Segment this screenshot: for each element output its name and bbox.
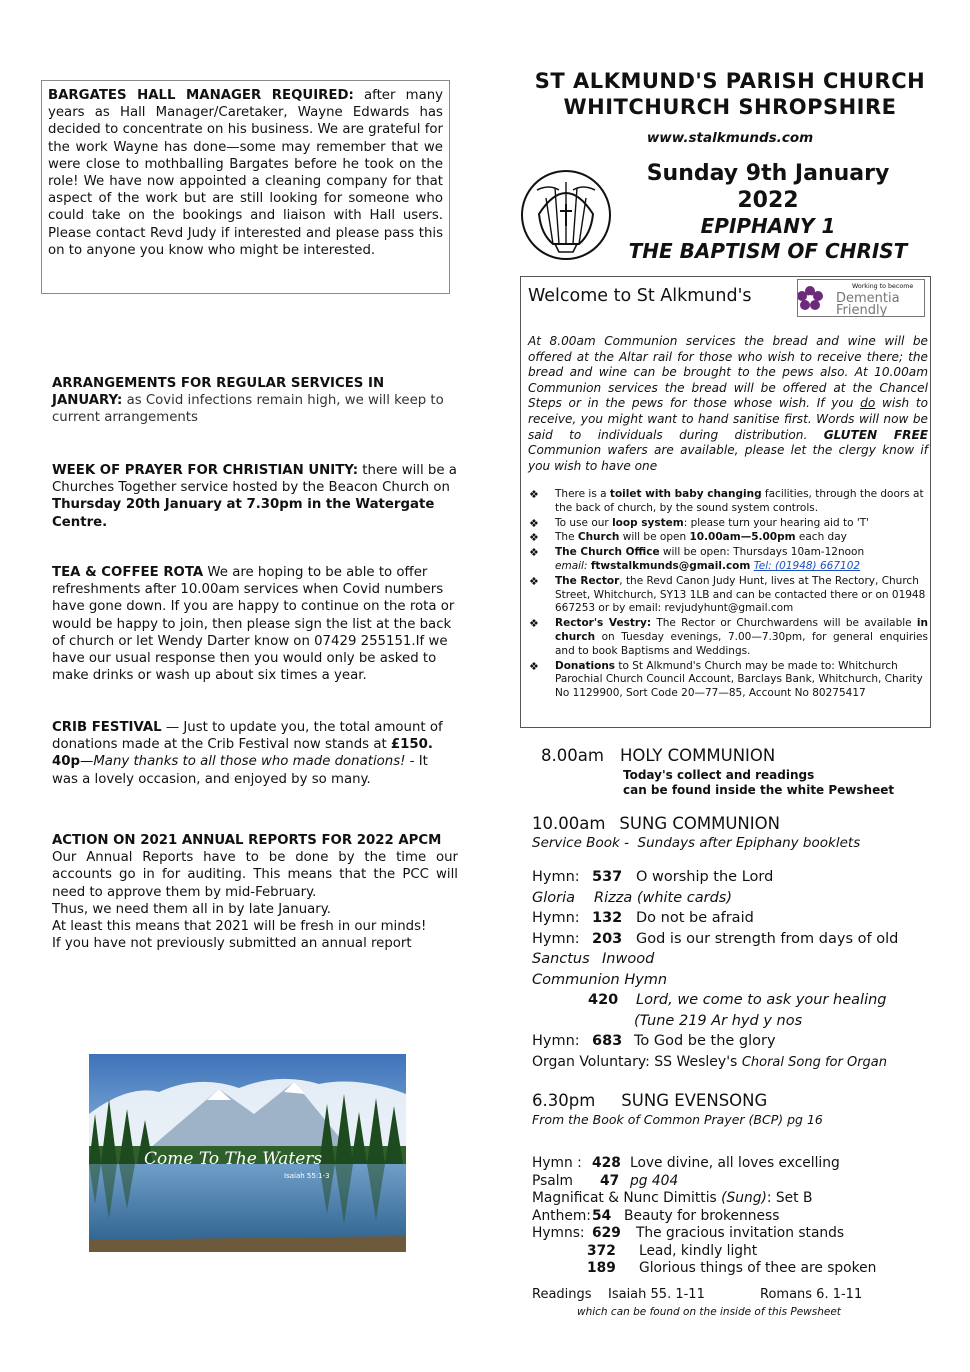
hymn-row [532,929,898,950]
church-name [520,68,940,120]
crib-tail: - It was a lovely occasion, and enjoyed by so many. [52,754,428,787]
b3-b: will be open [619,531,690,544]
hymn-row [532,867,898,888]
diamond-bullet-icon: ❖ [529,531,539,545]
communion-info [528,334,928,474]
forget-me-not-icon [798,280,924,316]
anthem-number: 54 [592,1207,612,1224]
gloria-setting: Rizza (white cards) [594,889,733,906]
arrangements-body: as Covid infections remain high, we will keep to current arrangements [52,393,444,426]
hymn-number: 132 [592,910,623,926]
hymn-number: 372 [587,1242,616,1259]
magnificat-c: : Set B [766,1190,813,1206]
hc-note-1: Today's collect and readings [623,768,815,782]
evensong-sub: From the Book of Common Prayer (BCP) pg 16 [532,1112,823,1127]
crib-festival-notice [52,719,457,788]
dementia-text-2: Friendly [836,303,888,316]
b7-a: to St Alkmund's Church may be made to: Whitchurch Parochial Church Council Account, Barclays Bank, Whitchurch, Charity No 1129900, Sort Code 20—77—85, Account No 80275417 [555,659,923,700]
magnificat-row [532,1190,876,1208]
waters-photo [89,1054,406,1252]
reading-2: Romans 6. 1-11 [760,1287,863,1302]
b6-a: The Rector or Churchwardens will be available [651,617,917,630]
communion-info-c: Communion wafers are available, please let the clergy know if you wish to have one [528,443,928,473]
communion-hymn-label: Communion Hymn [532,971,668,988]
readings-note: which can be found on the inside of this Pewsheet [577,1306,841,1318]
b4-bold: The Church Office [555,546,660,559]
crib-heading: CRIB FESTIVAL [52,720,162,735]
b7-bold: Donations [555,659,616,672]
gloria-label: Gloria [532,889,576,906]
hymn-title: Lord, we come to ask your healing [636,992,887,1008]
crib-thanks: —Many thanks to all those who made donations! [80,754,406,770]
info-bullets [528,488,928,702]
diamond-bullet-icon: ❖ [529,574,539,588]
hymn-title: God is our strength from days of old [636,930,899,947]
hymns-label: Hymns: [532,1225,585,1241]
photo-caption: Come To The Waters [144,1149,323,1169]
b1-a: There is a [555,488,610,500]
hymn-number: 428 [592,1155,621,1171]
bullet-office [528,546,928,574]
hymn-title: The gracious invitation stands [636,1225,845,1241]
reading-1: Isaiah 55. 1-11 [608,1287,705,1302]
hymn-title: O worship the Lord [636,869,774,885]
communion-info-b: wish to receive, you might want to hand sanitise first. Words will now be said to individuals during distribution. [528,396,929,442]
bullet-loop [528,517,928,531]
evensong-heading [532,1091,767,1110]
office-email[interactable]: ftwstalkmunds@gmail.com [590,559,751,572]
hall-body: after many years as Hall Manager/Caretaker, Wayne Edwards has decided to concentrate on his business. We are grateful for the work Wayne has done—some may remember that we were close to mothballing Bargates before he took on the role! We have now appointed a cleaning company for that aspect of the work but are still looking for someone who could take on the bookings and liaison with Hall users. Please contact Revd Judy if interested and please pass this on to anyone you know who might be interested. [48,88,444,258]
welcome-title: Welcome to St Alkmund's [528,286,752,306]
hall-manager-notice [41,80,450,294]
b6-bold: Rector's Vestry: [555,617,652,630]
anthem-row [532,1208,876,1226]
magnificat-a: Magnificat & Nunc Dimittis [532,1190,722,1206]
season: EPIPHANY 1 [700,214,836,238]
service-book [532,835,860,851]
hymn-title: To God be the glory [634,1033,776,1049]
hymn-title: Love divine, all loves excelling [630,1155,840,1171]
anthem-title: Beauty for brokenness [624,1207,780,1224]
church-name-line1: ST ALKMUND'S PARISH CHURCH [534,69,926,93]
psalm-label: Psalm [532,1172,573,1189]
scallop-shell-icon [519,168,613,262]
hc-heading [541,746,775,765]
hc-time: 8.00am [541,746,604,765]
hymn-row [532,1155,876,1173]
hymn-number: 629 [592,1225,621,1241]
hymn-tune: (Tune 219 Ar hyd y nos [634,1012,803,1029]
action-body-2: Thus, we need them all in by late January. [52,901,331,917]
b6-bold2: in church [555,617,928,643]
readings-row [532,1287,862,1302]
bullet-opening [528,531,928,545]
website[interactable]: www.stalkmunds.com [646,130,814,146]
b3-bold2: 10.00am—5.00pm [689,531,796,544]
office-phone-link[interactable]: Tel: (01948) 667102 [753,559,861,572]
wop-heading: WEEK OF PRAYER FOR CHRISTIAN UNITY: [52,463,359,478]
hymn-number: 537 [592,869,623,885]
hymn-label: Hymn: [532,869,580,885]
hc-title: HOLY COMMUNION [619,746,776,765]
service-book-name: Sundays after Epiphany booklets [637,835,861,851]
sanctus-label: Sanctus [532,951,590,967]
welcome-box [520,276,931,728]
hymn-label: Hymn: [532,930,580,947]
diamond-bullet-icon: ❖ [529,546,539,560]
sanctus-setting: Inwood [602,951,655,967]
organ-voluntary [532,1052,898,1074]
wop-body: there will be a Churches Together service hosted by the Beacon Church on [52,463,457,496]
sung-order [532,867,898,1073]
photo-ref: Isaiah 55:1-3 [284,1172,330,1180]
service-book-label: Service Book - [532,835,629,851]
diamond-bullet-icon: ❖ [529,488,539,501]
diamond-bullet-icon: ❖ [529,516,539,530]
tea-body: We are hoping to be able to offer refreshments after 10.00am services when Covid numbers have gone down. If you are happy to continue on the rota or would be happy to join, then please sign the list at the back of church or let Wendy Darter know on 07429 255151.If we have our usual response then you would only be asked to make drinks or wash up about six times a year. [52,565,455,684]
hymn-number: 683 [592,1033,623,1049]
hymn-title: Lead, kindly light [639,1242,758,1259]
church-name-line2: WHITCHURCH SHROPSHIRE [563,95,897,119]
anthem-label: Anthem: [532,1207,591,1224]
crib-body: — Just to update you, the total amount of donations made at the Crib Festival now stands at [52,720,443,753]
hymn-label: Hymn : [532,1155,582,1171]
service-date: Sunday 9th January 2022 [646,161,890,213]
feast: THE BAPTISM OF CHRIST [628,239,908,263]
psalm-row [532,1173,876,1191]
bullet-vestry [528,617,928,658]
bullet-rector [528,575,928,616]
psalm-page: pg 404 [630,1172,679,1189]
action-heading: ACTION ON 2021 ANNUAL REPORTS FOR 2022 APCM [52,833,442,848]
b5-a: , the Revd Canon Judy Hunt, lives at The Rectory, Church Street, Whitchurch, SY13 1LB and can be contacted there or on 01948 667253 or by email: revjudyhunt@gmail.com [555,574,926,615]
hall-heading: BARGATES HALL MANAGER REQUIRED: [48,88,354,103]
hymn-row [532,990,898,1011]
action-body-4: If you have not previously submitted an annual report [52,936,412,952]
evensong-time: 6.30pm [532,1091,596,1110]
tea-heading: TEA & COFFEE ROTA [52,565,204,580]
dementia-text-1: Dementia [836,291,900,306]
action-body-3: At least this means that 2021 will be fresh in our minds! [52,919,427,935]
b3-c: each day [795,531,847,544]
b2-a: To use our [555,516,613,529]
hymn-row [532,908,898,929]
arrangements-notice [52,375,457,427]
hc-note [623,768,894,798]
voluntary-b: Choral Song for Organ [741,1054,888,1070]
hymn-row [532,1031,898,1052]
dementia-friendly-badge [797,279,925,317]
hymn-number: 189 [587,1260,616,1276]
arrangements-heading: ARRANGEMENTS FOR REGULAR SERVICES IN JANUARY: [52,376,385,409]
bullet-donations [528,660,928,701]
readings-label: Readings [532,1287,592,1302]
b1-bold: toilet with baby changing [609,488,762,500]
hymn-number: 420 [588,992,619,1008]
b3-bold1: Church [577,531,620,544]
gloria-row [532,888,898,909]
dementia-small-text: Working to become [852,283,914,290]
bullet-toilet [528,488,928,516]
hc-note-2: can be found inside the white Pewsheet [623,783,895,797]
communion-info-a: At 8.00am Communion services the bread and wine will be offered at the Altar rail for those who wish to receive there; the bread and wine can be brought to the pews also. At 10.00am Communion services the bread will be offered at the Chancel Steps or in the pews for those whose wish. If you [528,334,928,411]
tea-rota-notice [52,564,457,684]
action-body-1: Our Annual Reports have to be done by the time our accounts go in for auditing. This means that the PCC will need to approve them by mid-February. [52,850,458,900]
b4-a: will be open: Thursdays 10am-12noon [659,546,865,559]
service-date-block [615,160,921,264]
hymn-number: 203 [592,930,623,947]
diamond-bullet-icon: ❖ [529,659,539,673]
wop-bold: Thursday 20th January at 7.30pm in the Watergate Centre. [52,497,435,530]
sanctus-row [532,949,898,970]
lake-image [89,1054,406,1252]
crib-amount: £150. 40p [52,737,433,770]
week-of-prayer-notice [52,462,457,531]
psalm-number: 47 [600,1172,620,1189]
b1-b: facilities, through the doors at the back of church, by the sound system controls. [555,488,924,514]
hymn-label: Hymn: [532,1033,580,1049]
evensong-order [532,1155,876,1278]
b4-email-label: email: [555,559,591,572]
hymn-row [532,1225,876,1243]
communion-info-do: do [860,396,876,411]
b5-bold: The Rector [555,574,620,587]
gluten-free: GLUTEN FREE [823,427,928,442]
b2-b: : please turn your hearing aid to 'T' [683,516,870,529]
annual-reports-notice [52,832,458,952]
magnificat-b: (Sung) [721,1190,767,1206]
hymn-title: Glorious things of thee are spoken [639,1260,877,1276]
hymn-title: Do not be afraid [636,910,754,926]
b6-b: on Tuesday evenings, 7.00—7.30pm, for general enquiries and to book Baptisms and Weddings. [555,630,928,657]
sung-heading [532,814,780,833]
b2-bold: loop system [612,516,684,529]
sung-time: 10.00am [532,814,606,833]
church-shell-logo [519,168,613,262]
evensong-title: SUNG EVENSONG [621,1091,768,1110]
diamond-bullet-icon: ❖ [529,617,539,631]
hymn-row [532,1243,876,1261]
hymn-label: Hymn: [532,910,580,926]
sung-title: SUNG COMMUNION [619,814,780,833]
voluntary-a: Organ Voluntary: SS Wesley's [532,1053,742,1070]
b3-a: The [555,531,578,544]
hymn-row [532,1260,876,1278]
